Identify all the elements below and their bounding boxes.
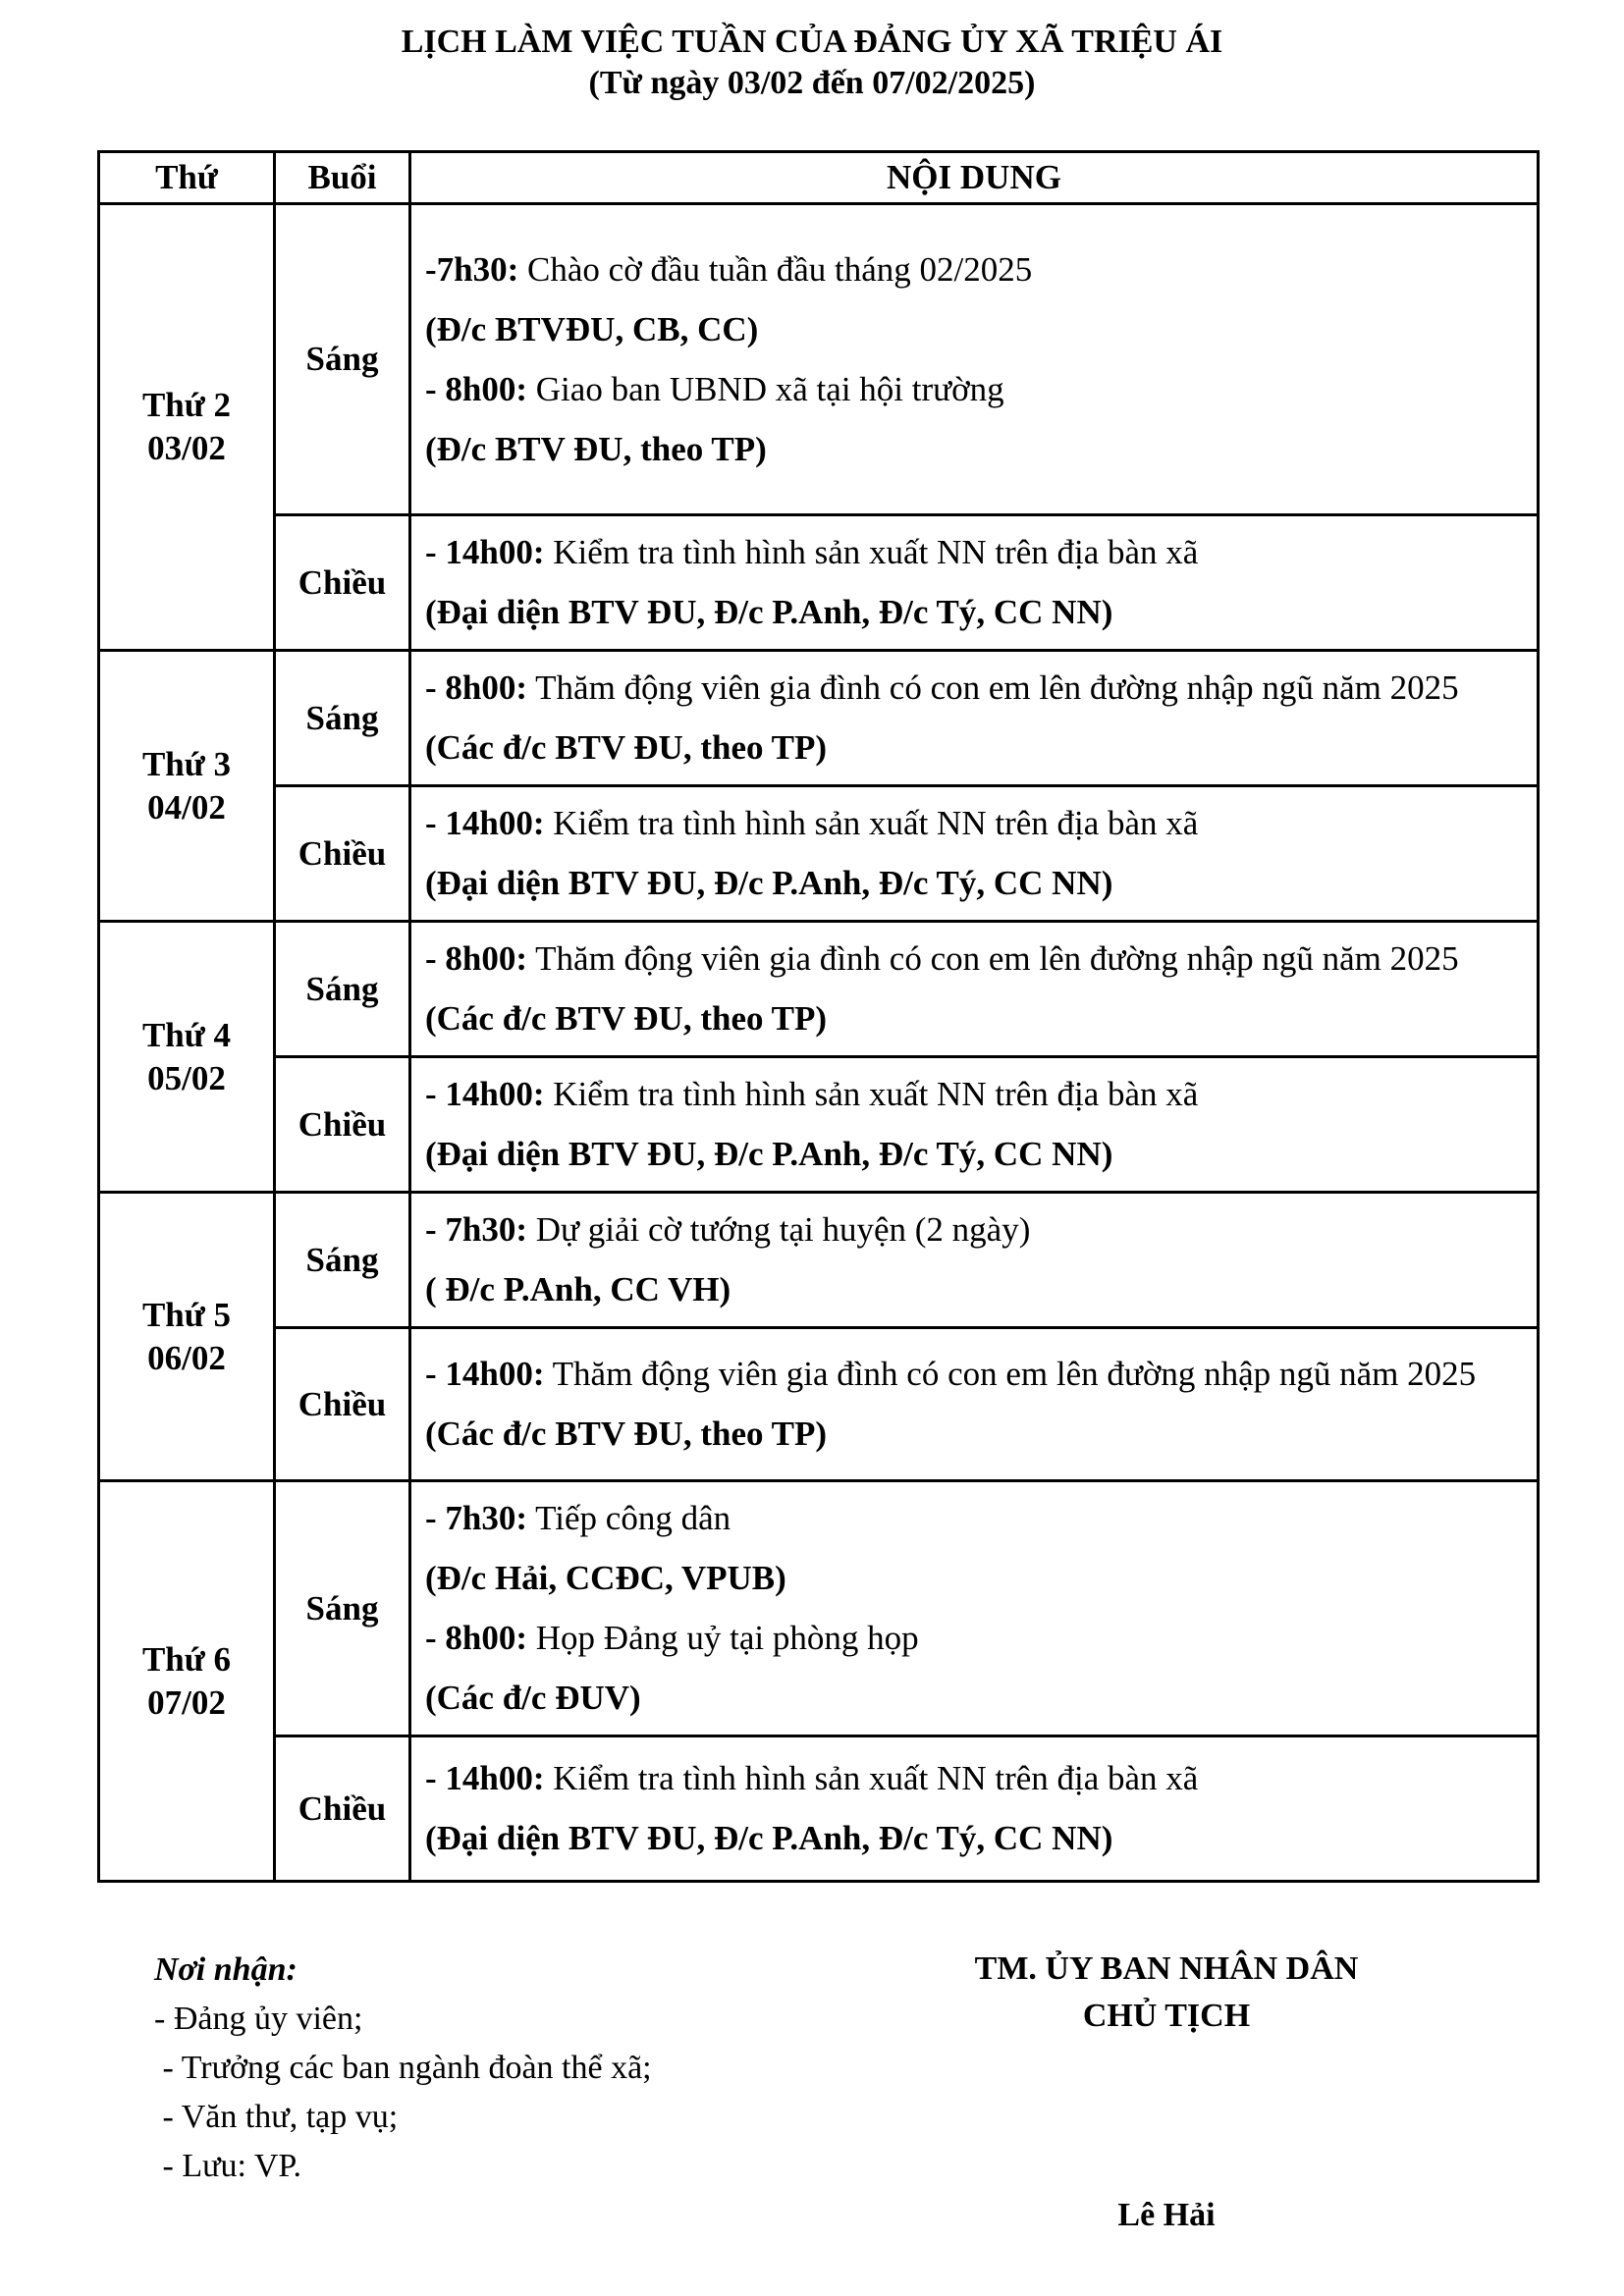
participants-text: (Các đ/c BTV ĐU, theo TP) <box>425 728 827 767</box>
content-line <box>425 666 1525 711</box>
day-cell <box>99 651 275 922</box>
content-line <box>425 1756 1525 1801</box>
participants-text: (Đ/c BTV ĐU, theo TP) <box>425 429 767 468</box>
content-cell <box>410 1736 1539 1882</box>
signer-name: Lê Hải <box>1117 2197 1216 2233</box>
participants-text: (Đại diện BTV ĐU, Đ/c P.Anh, Đ/c Tý, CC NN) <box>425 1135 1113 1173</box>
activity-text: Kiểm tra tình hình sản xuất NN trên địa bàn xã <box>544 804 1199 842</box>
content-line <box>425 1676 1525 1721</box>
session-cell: Chiều <box>275 1328 410 1481</box>
content-cell <box>410 651 1539 786</box>
content-line <box>425 1267 1525 1312</box>
content-line <box>425 427 1525 472</box>
day-date: 03/02 <box>147 429 226 467</box>
table-row <box>99 1736 1539 1882</box>
signature-org: TM. ỦY BAN NHÂN DÂN <box>974 1950 1359 1987</box>
content-line <box>425 996 1525 1041</box>
time-label: - 14h00: <box>425 1759 545 1797</box>
content-line <box>425 1072 1525 1117</box>
activity-text: Thăm động viên gia đình có con em lên đường nhập ngũ năm 2025 <box>527 939 1459 978</box>
activity-text: Kiểm tra tình hình sản xuất NN trên địa bàn xã <box>544 533 1199 571</box>
content-cell <box>410 1057 1539 1193</box>
time-label: - 8h00: <box>425 939 528 978</box>
session-cell: Sáng <box>275 922 410 1057</box>
document-title: LỊCH LÀM VIỆC TUẦN CỦA ĐẢNG ỦY XÃ TRIỆU ÁI <box>401 24 1223 60</box>
content-line <box>425 247 1525 293</box>
session-cell: Chiều <box>275 1736 410 1882</box>
content-cell <box>410 1481 1539 1736</box>
day-cell <box>99 1193 275 1481</box>
content-line <box>425 1616 1525 1661</box>
recipient-item: - Lưu: VP. <box>154 2148 302 2184</box>
day-name: Thứ 3 <box>141 744 232 783</box>
column-header-content: NỘI DUNG <box>410 152 1539 204</box>
participants-text: (Đại diện BTV ĐU, Đ/c P.Anh, Đ/c Tý, CC NN) <box>425 864 1113 902</box>
content-line <box>425 1816 1525 1861</box>
content-line <box>425 861 1525 906</box>
recipient-item: - Trưởng các ban ngành đoàn thể xã; <box>154 2050 652 2086</box>
participants-text: (Các đ/c BTV ĐU, theo TP) <box>425 999 827 1038</box>
activity-text: Thăm động viên gia đình có con em lên đường nhập ngũ năm 2025 <box>527 668 1459 707</box>
content-line <box>425 1412 1525 1457</box>
recipient-item: - Đảng ủy viên; <box>154 2001 363 2037</box>
content-line <box>425 725 1525 771</box>
session-cell: Chiều <box>275 515 410 651</box>
content-line <box>425 1496 1525 1541</box>
time-label: - 14h00: <box>425 533 545 571</box>
activity-text: Kiểm tra tình hình sản xuất NN trên địa bàn xã <box>544 1075 1199 1113</box>
day-cell <box>99 1481 275 1882</box>
content-cell <box>410 786 1539 922</box>
time-label: - 14h00: <box>425 804 545 842</box>
activity-text: Kiểm tra tình hình sản xuất NN trên địa bàn xã <box>544 1759 1199 1797</box>
session-cell: Sáng <box>275 1193 410 1328</box>
participants-text: (Đ/c Hải, CCĐC, VPUB) <box>425 1559 786 1597</box>
content-line <box>425 307 1525 352</box>
content-line <box>425 590 1525 635</box>
content-line <box>425 530 1525 575</box>
activity-text: Dự giải cờ tướng tại huyện (2 ngày) <box>527 1210 1031 1249</box>
participants-text: (Các đ/c BTV ĐU, theo TP) <box>425 1415 827 1453</box>
activity-text: Chào cờ đầu tuần đầu tháng 02/2025 <box>518 249 1033 289</box>
time-label: - 7h30: <box>425 1499 528 1537</box>
activity-text: Họp Đảng uỷ tại phòng họp <box>527 1619 919 1657</box>
table-row <box>99 651 1539 786</box>
table-row <box>99 204 1539 515</box>
day-date: 04/02 <box>147 787 226 827</box>
time-label: - 14h00: <box>425 1075 545 1113</box>
day-name: Thứ 6 <box>141 1639 232 1679</box>
table-row <box>99 515 1539 651</box>
participants-text: (Đại diện BTV ĐU, Đ/c P.Anh, Đ/c Tý, CC NN) <box>425 593 1113 631</box>
content-cell <box>410 1193 1539 1328</box>
table-header-row <box>99 152 1539 204</box>
day-cell <box>99 922 275 1193</box>
time-label: - 7h30: <box>425 1210 528 1249</box>
schedule-table <box>97 150 1540 1883</box>
day-cell <box>99 204 275 651</box>
participants-text: ( Đ/c P.Anh, CC VH) <box>425 1270 731 1308</box>
content-line <box>425 1132 1525 1177</box>
table-row <box>99 1481 1539 1736</box>
content-line <box>425 1352 1525 1397</box>
column-header-day: Thứ <box>99 152 275 204</box>
activity-text: Thăm động viên gia đình có con em lên đường nhập ngũ năm 2025 <box>544 1355 1477 1393</box>
session-cell: Sáng <box>275 1481 410 1736</box>
column-header-session: Buổi <box>275 152 410 204</box>
time-label: -7h30: <box>425 249 519 289</box>
table-row <box>99 922 1539 1057</box>
session-cell: Chiều <box>275 1057 410 1193</box>
table-row <box>99 786 1539 922</box>
day-date: 06/02 <box>147 1338 226 1377</box>
recipients-heading: Nơi nhận: <box>154 1951 298 1988</box>
day-name: Thứ 4 <box>141 1015 232 1054</box>
participants-text: (Đ/c BTVĐU, CB, CC) <box>425 309 759 348</box>
content-line <box>425 1207 1525 1253</box>
time-label: - 8h00: <box>425 369 528 408</box>
session-cell: Chiều <box>275 786 410 922</box>
signature-block <box>872 1946 1461 2040</box>
content-cell <box>410 1328 1539 1481</box>
day-name: Thứ 2 <box>141 386 232 424</box>
time-label: - 14h00: <box>425 1355 545 1393</box>
session-cell: Sáng <box>275 204 410 515</box>
table-row <box>99 1057 1539 1193</box>
content-cell <box>410 204 1539 515</box>
content-cell <box>410 515 1539 651</box>
day-date: 05/02 <box>147 1058 226 1097</box>
content-line <box>425 801 1525 846</box>
table-row <box>99 1328 1539 1481</box>
recipient-item: - Văn thư, tạp vụ; <box>154 2099 399 2135</box>
day-date: 07/02 <box>147 1682 226 1722</box>
day-name: Thứ 5 <box>141 1295 232 1334</box>
content-cell <box>410 922 1539 1057</box>
participants-text: (Đại diện BTV ĐU, Đ/c P.Anh, Đ/c Tý, CC NN) <box>425 1819 1113 1857</box>
session-cell: Sáng <box>275 651 410 786</box>
time-label: - 8h00: <box>425 1619 528 1657</box>
table-row <box>99 1193 1539 1328</box>
participants-text: (Các đ/c ĐUV) <box>425 1679 641 1717</box>
schedule-body <box>99 204 1539 1882</box>
recipients-block <box>154 1946 652 2191</box>
document-subtitle: (Từ ngày 03/02 đến 07/02/2025) <box>588 65 1036 101</box>
content-line <box>425 936 1525 982</box>
content-line <box>425 367 1525 412</box>
activity-text: Tiếp công dân <box>527 1499 731 1537</box>
signature-position: CHỦ TỊCH <box>1082 1998 1251 2034</box>
time-label: - 8h00: <box>425 668 528 707</box>
activity-text: Giao ban UBND xã tại hội trường <box>527 369 1004 408</box>
content-line <box>425 1556 1525 1601</box>
